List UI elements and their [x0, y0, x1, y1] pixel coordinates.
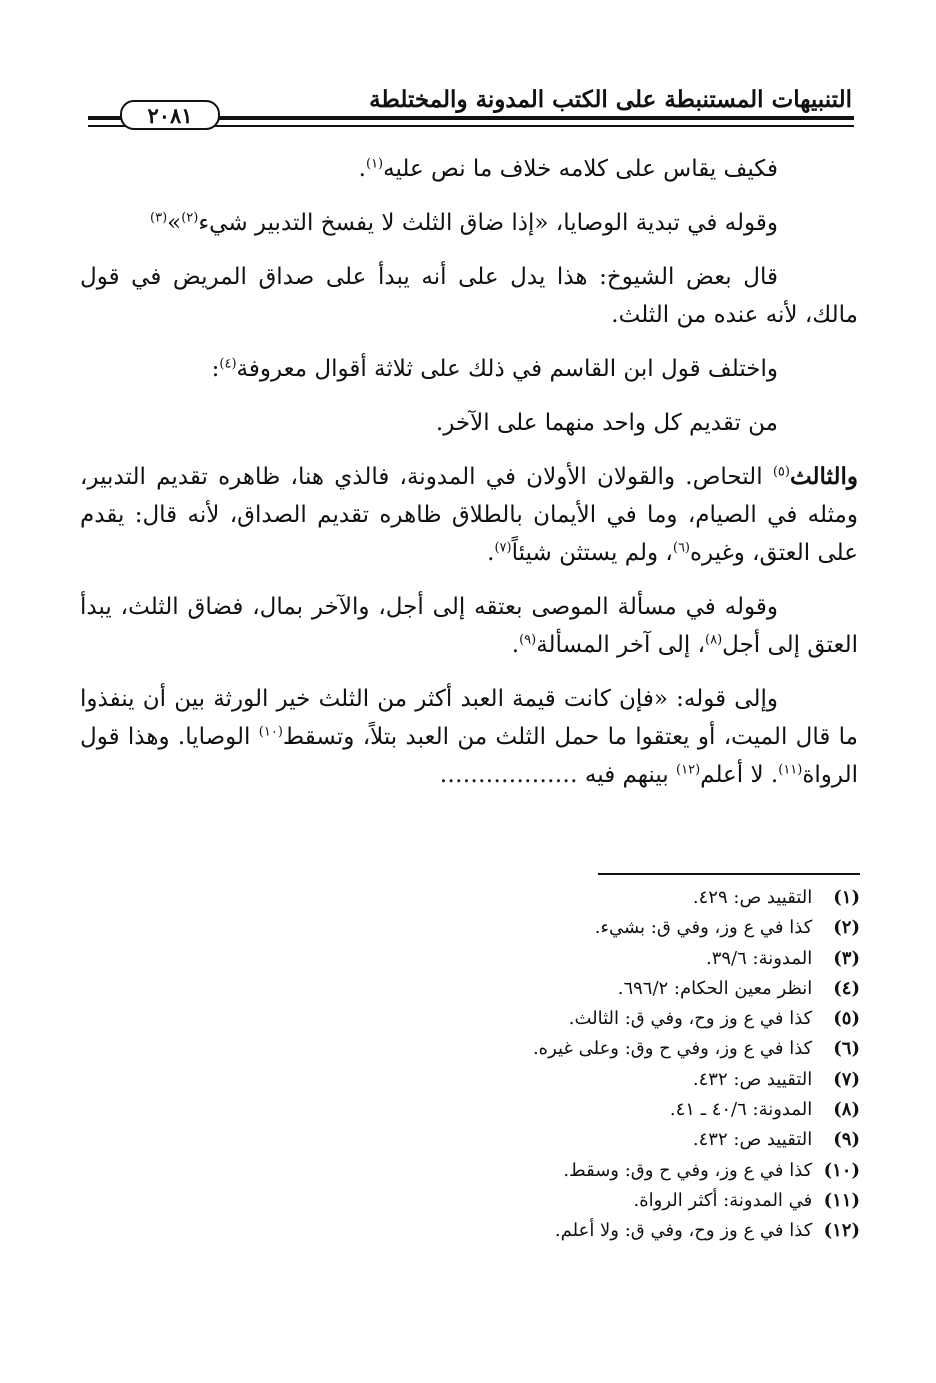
paragraph-text: .: [511, 632, 520, 658]
footnote-text: كذا في ع وز وح، وفي ق: الثالث.: [568, 1008, 813, 1030]
bold-lead-word: والثالث: [789, 463, 858, 490]
paragraph-text: فكيف يقاس على كلامه خلاف ما نص عليه: [383, 156, 778, 182]
footnote-item: [80, 1216, 860, 1246]
footnote-ref: (٥): [772, 464, 790, 480]
footnote-number: (٥): [833, 1008, 860, 1030]
footnote-item: [80, 883, 860, 913]
footnote-item: [80, 944, 860, 974]
paragraph: [80, 150, 858, 188]
footnote-text: التقييد ص: ٤٣٢.: [692, 1068, 813, 1090]
footnote-number: (١٢): [823, 1220, 860, 1242]
footnote-ref: (٨): [705, 632, 723, 648]
paragraph: [80, 350, 858, 388]
paragraph: من تقديم كل واحد منهما على الآخر.: [435, 410, 778, 436]
footnote-number: (٧): [833, 1068, 860, 1090]
footnote-number: (٩): [833, 1129, 860, 1151]
paragraph-text: :: [211, 356, 220, 382]
paragraph-text: بينهم فيه ………………: [439, 762, 677, 788]
footnote-text: كذا في ع وز وح، وفي ق: ولا أعلم.: [554, 1220, 813, 1242]
footnote-ref: (٢): [181, 210, 199, 226]
paragraph: [80, 458, 858, 572]
footnote-item: [80, 1065, 860, 1095]
footnote-ref: (١٠): [258, 724, 283, 740]
footnote-item: [80, 1125, 860, 1155]
footnote-item: [80, 1186, 860, 1216]
page-number: ٢٠٨١: [120, 100, 220, 130]
footnote-item: [80, 1156, 860, 1186]
footnote-item: [80, 1034, 860, 1064]
footnote-text: كذا في ع وز، وفي ق: بشيء.: [594, 917, 813, 939]
footnote-number: (٣): [833, 947, 860, 969]
footnote-ref: (٤): [219, 356, 237, 372]
footnote-number: (١): [833, 887, 860, 908]
main-text: [80, 150, 858, 810]
footnote-item: [80, 913, 860, 943]
footnotes: [80, 883, 860, 1247]
paragraph: قال بعض الشيوخ: هذا يدل على أنه يبدأ على صداق المريض في قول مالك، لأنه عنده من الثلث.: [80, 264, 858, 328]
page-header: [88, 78, 854, 140]
footnote-ref: (٩): [519, 632, 537, 648]
paragraph-text: واختلف قول ابن القاسم في ذلك على ثلاثة أقوال معروفة: [236, 356, 778, 382]
footnote-text: المدونة: ٣٩/٦.: [705, 947, 813, 969]
paragraph-text: وقوله في تبدية الوصايا، «إذا ضاق الثلث لا يفسخ التدبير شيء: [198, 210, 778, 236]
footnote-item: [80, 1095, 860, 1125]
paragraph-text: التحاص. والقولان الأولان في المدونة، فالذي هنا، ظاهره تقديم التدبير، ومثله في الصيام، وما في الأيمان بالطلاق ظاهره تقديم الصداق، لأنه قال: يقدم على العتق، وغيره: [80, 464, 858, 566]
footnote-number: (٢): [833, 917, 860, 939]
footnote-item: [80, 974, 860, 1004]
footnote-number: (٨): [833, 1099, 860, 1121]
footnote-text: كذا في ع وز، وفي ح وق: وعلى غيره.: [532, 1038, 813, 1060]
footnote-item: [80, 1004, 860, 1034]
paragraph-text: . لا أعلم: [700, 762, 779, 788]
footnote-text: في المدونة: أكثر الرواة.: [633, 1189, 813, 1211]
paragraph: [80, 588, 858, 664]
paragraph-text: »: [167, 210, 182, 236]
footnote-number: (١١): [823, 1189, 860, 1211]
footnote-number: (٤): [833, 977, 860, 999]
paragraph-text: ، ولم يستثن شيئاً: [511, 540, 673, 566]
footnote-ref: (٦): [672, 540, 690, 556]
footnote-text: كذا في ع وز، وفي ح وق: وسقط.: [563, 1159, 813, 1181]
footnote-ref: (١١): [778, 762, 803, 778]
footnote-text: انظر معين الحكام: ٦٩٦/٢.: [617, 977, 813, 999]
paragraph-text: .: [487, 540, 495, 566]
footnote-text: المدونة: ٤٠/٦ ـ ٤١.: [669, 1099, 813, 1121]
paragraph-text: وإلى قوله: «فإن كانت قيمة العبد أكثر من الثلث خير الورثة بين أن ينفذوا ما قال الميت، أو يعتقوا ما حمل الثلث من العبد بتلاً، وتسقط: [80, 686, 859, 750]
paragraph-text: .: [358, 156, 366, 182]
paragraph: [80, 680, 858, 794]
footnote-ref: (١٢): [676, 762, 701, 778]
footnote-ref: (٣): [150, 210, 168, 226]
running-title: التنبيهات المستنبطة على الكتب المدونة والمختلطة: [369, 86, 852, 113]
footnote-text: التقييد ص: ٤٣٢.: [692, 1129, 813, 1151]
paragraph: [80, 204, 858, 242]
footnote-number: (٦): [833, 1038, 860, 1060]
footnote-text: التقييد ص: ٤٢٩.: [692, 887, 813, 908]
footnote-ref: (١): [365, 156, 384, 172]
paragraph-text: الوصايا. وهذا قول الرواة: [80, 724, 858, 788]
footnote-number: (١٠): [823, 1159, 860, 1181]
footnote-ref: (٧): [494, 540, 512, 556]
footnote-separator: [598, 873, 860, 875]
paragraph-text: ، إلى آخر المسألة: [536, 632, 706, 658]
paragraph-text: وقوله في مسألة الموصى بعتقه إلى أجل، والآخر بمال، فضاق الثلث، يبدأ العتق إلى أجل: [80, 594, 858, 658]
